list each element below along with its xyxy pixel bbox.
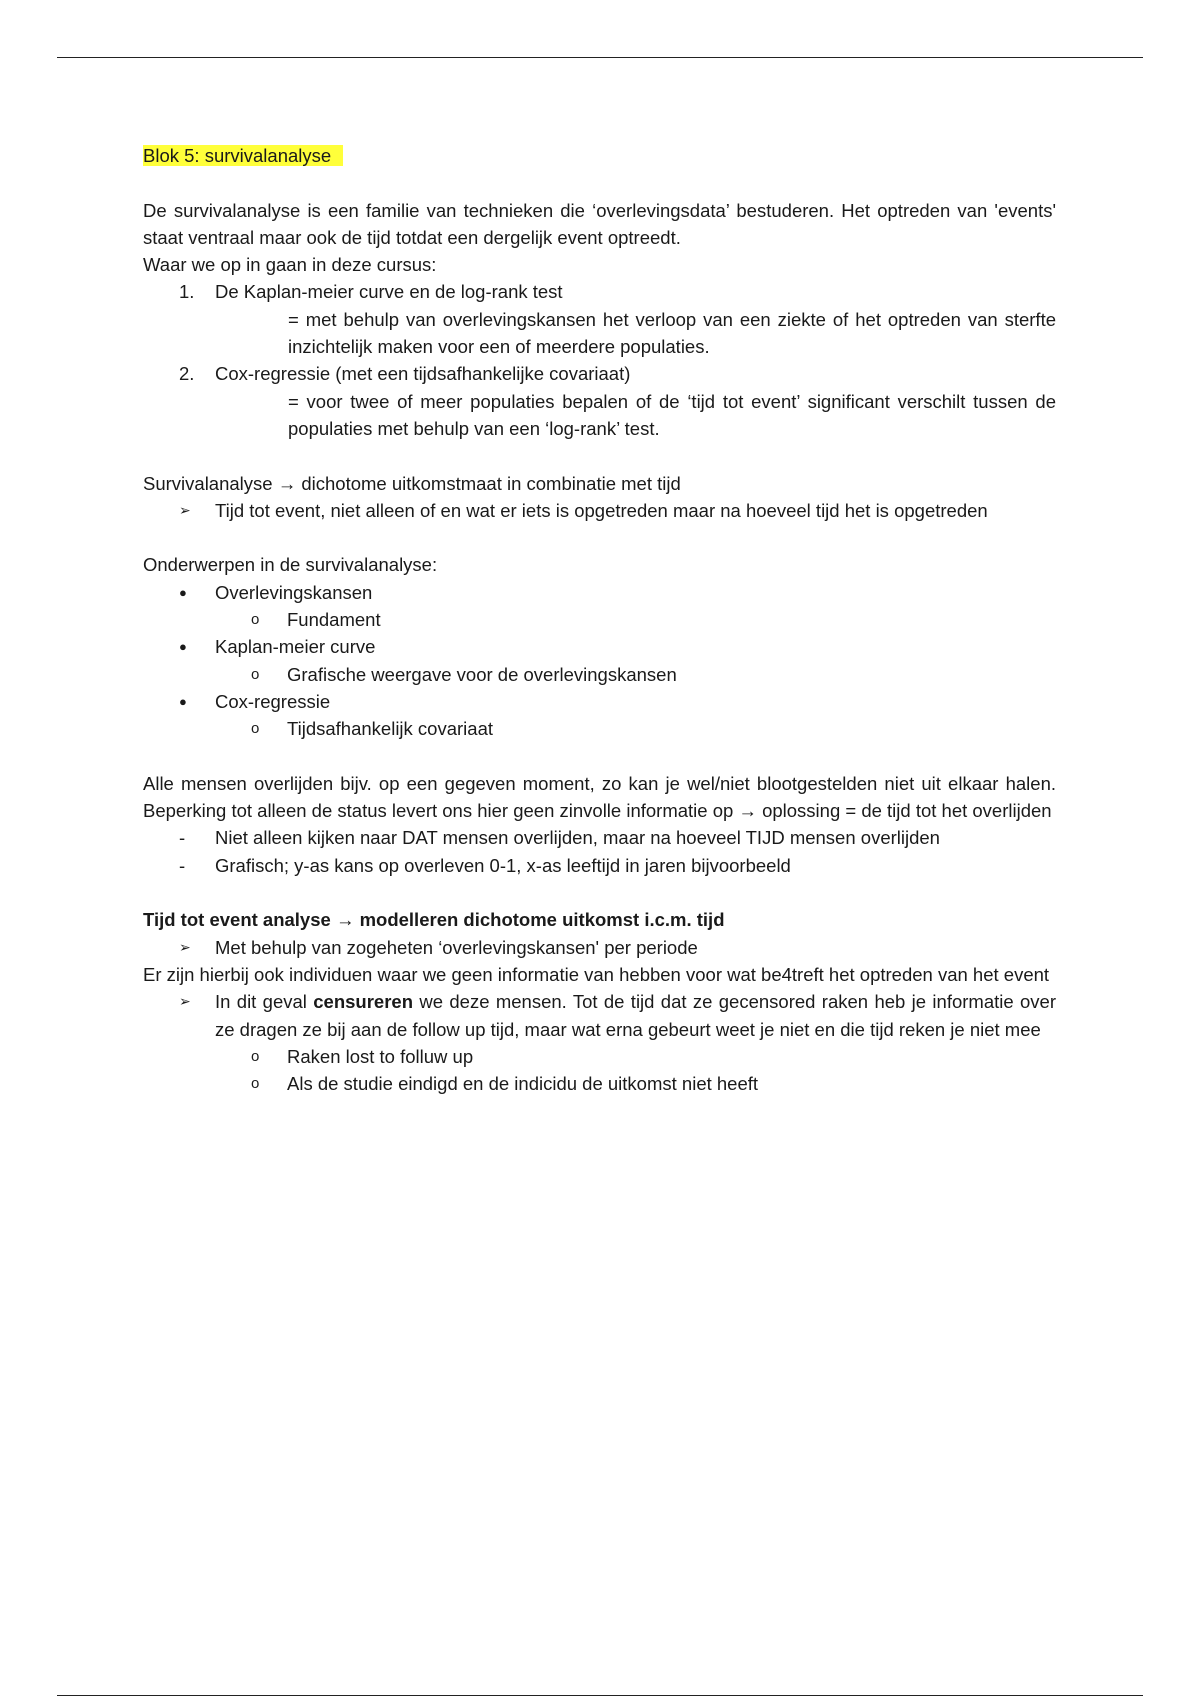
circle-bullet-icon: o (251, 720, 260, 738)
sub-bullet-item (143, 1043, 1056, 1070)
sub-bullet-item (143, 1070, 1056, 1097)
dash-bullet-icon: - (179, 827, 186, 849)
arrow-bullet-icon: ➢ (179, 501, 191, 518)
numbered-item-description: = voor twee of meer populaties bepalen of de ‘tijd tot event’ significant verschilt tussen de populaties met behulp van een ‘log-rank’ test. (288, 390, 1056, 439)
emphasis-term: censureren (313, 991, 414, 1013)
sub-bullet-text: Fundament (287, 609, 381, 631)
numbered-item-label: De Kaplan-meier curve en de log-rank test (215, 281, 563, 303)
intro-lead: Waar we op in gaan in deze cursus: (143, 254, 437, 276)
arrow-list-item (143, 988, 1056, 1043)
bullet-item (143, 688, 1056, 715)
arrow-list-text-start: In dit geval (215, 991, 307, 1013)
sub-bullet-item (143, 661, 1056, 688)
sub-bullet-text: Als de studie eindigd en de indicidu de uitkomst niet heeft (287, 1073, 759, 1095)
circle-bullet-icon: o (251, 611, 260, 629)
intro-paragraph: De survivalanalyse is een familie van technieken die ‘overlevingsdata’ bestuderen. Het optreden van 'events' staat ventraal maar ook de tijd totdat een dergelijk event optreedt. (143, 199, 1056, 248)
sub-bullet-text: Raken lost to folluw up (287, 1045, 474, 1067)
body-paragraph: Alle mensen overlijden bijv. op een gegeven moment, zo kan je wel/niet blootgestelden niet uit elkaar halen. Beperking tot alleen de status levert ons hier geen zinvolle informatie op → oplossing = de tijd tot het overlijden (143, 772, 1056, 822)
spacer (143, 442, 1056, 469)
arrow-list-text: Tijd tot event, niet alleen of en wat er iets is opgetreden maar na hoeveel tijd het is opgetreden (215, 499, 988, 521)
footer-rule (57, 1695, 1143, 1696)
numbered-item (143, 278, 1056, 305)
bullet-item (143, 579, 1056, 606)
numbered-item-label: Cox-regressie (met een tijdsafhankelijke covariaat) (215, 363, 631, 385)
sub-bullet-text: Grafische weergave voor de overlevingskansen (287, 663, 677, 685)
list-number: 2. (179, 363, 195, 385)
circle-bullet-icon: o (251, 1075, 260, 1093)
circle-bullet-icon: o (251, 665, 260, 683)
bullet-text: Overlevingskansen (215, 581, 373, 603)
bullet-text: Kaplan-meier curve (215, 636, 376, 658)
list-number: 1. (179, 281, 195, 303)
arrow-list-text: Met behulp van zogeheten ‘overlevingskansen' per periode (215, 936, 698, 958)
sub-bullet-item (143, 715, 1056, 742)
dash-item (143, 824, 1056, 851)
header-rule (57, 57, 1143, 58)
arrow-list-text-end: we deze mensen. Tot de tijd dat ze gecensored raken heb je informatie over ze dragen ze bij aan de follow up tijd, maar wat erna gebeurt weet je niet en die tijd reken je niet mee (215, 991, 1056, 1040)
spacer (143, 879, 1056, 906)
arrow-bullet-icon: ➢ (179, 938, 191, 955)
dash-bullet-icon: - (179, 854, 186, 876)
arrow-list-item (143, 497, 1056, 524)
document-body (143, 142, 1056, 1097)
highlighted-title: Blok 5: survivalanalyse (143, 145, 343, 166)
dash-item-text: Niet alleen kijken naar DAT mensen overlijden, maar na hoeveel TIJD mensen overlijden (215, 827, 940, 849)
sub-bullet-text: Tijdsafhankelijk covariaat (287, 718, 493, 740)
page-title (143, 142, 1056, 169)
numbered-item-description: = met behulp van overlevingskansen het verloop van een ziekte of het optreden van sterfte inzichtelijk maken voor een of meerdere populaties. (288, 308, 1056, 358)
spacer (143, 524, 1056, 551)
bullet-item (143, 633, 1056, 660)
dash-item (143, 852, 1056, 879)
bullet-icon: ● (179, 639, 187, 655)
circle-bullet-icon: o (251, 1047, 260, 1065)
dash-item-text: Grafisch; y-as kans op overleven 0-1, x-as leeftijd in jaren bijvoorbeeld (215, 854, 791, 876)
bullet-icon: ● (179, 584, 187, 600)
arrow-bullet-icon: ➢ (179, 993, 191, 1010)
section-lead: Onderwerpen in de survivalanalyse: (143, 554, 438, 576)
bullet-text: Cox-regressie (215, 690, 331, 712)
arrow-list-item (143, 934, 1056, 961)
section-heading: Tijd tot event analyse → modelleren dichotome uitkomst i.c.m. tijd (143, 909, 725, 931)
spacer (143, 743, 1056, 770)
body-paragraph: Er zijn hierbij ook individuen waar we geen informatie van hebben voor wat be4treft het optreden van het event (143, 963, 1050, 985)
bullet-icon: ● (179, 693, 187, 709)
sub-bullet-item (143, 606, 1056, 633)
section-lead: Survivalanalyse → dichotome uitkomstmaat in combinatie met tijd (143, 472, 681, 494)
numbered-item (143, 360, 1056, 387)
spacer (143, 169, 1056, 196)
